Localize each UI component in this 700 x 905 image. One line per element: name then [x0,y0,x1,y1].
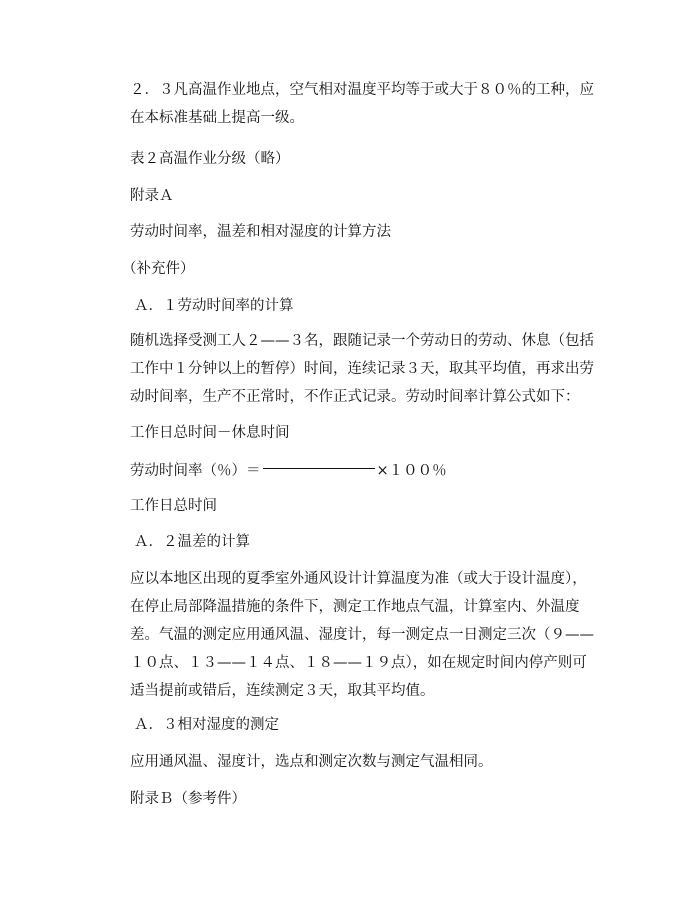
appendix-a-supplement-note: （补充件） [122,261,195,277]
section-a1-body-text: 随机选择受测工人２——３名，跟随记录一个劳动日的劳动、休息（包括工作中１分钟以上的暂停）时间，连续记录３天，取其平均值，再求出劳动时间率，生产不正常时，不作正式记录。劳动时间率计算公式如下： [130,333,594,405]
appendix-a-title: 劳动时间率，温差和相对湿度的计算方法 [130,224,391,240]
formula-numerator: 工作日总时间－休息时间 [130,425,290,441]
section-a3-body: 应用通风温、湿度计，选点和测定次数与测定气温相同。 [130,754,493,770]
section-a2-body [107,565,600,705]
section-a3-heading: Ａ．３相对湿度的测定 [134,717,279,733]
section-a1-body [107,327,600,411]
paragraph-2-3 [107,76,600,132]
formula-denominator: 工作日总时间 [130,498,217,514]
formula-right-side: ×１００％ [376,462,447,479]
formula-left-side: 劳动时间率（％）＝ [130,462,261,479]
table-2-caption: 表２高温作业分级（略） [130,151,290,167]
section-a1-heading: Ａ．１劳动时间率的计算 [134,298,294,314]
paragraph-2-3-text: ２．３凡高温作业地点，空气相对温度平均等于或大于８０％的工种，应在本标准基础上提高一级。 [130,82,594,126]
appendix-a-heading: 附录Ａ [130,188,174,204]
section-a2-body-text: 应以本地区出现的夏季室外通风设计计算温度为准（或大于设计温度），在停止局部降温措施的条件下，测定工作地点气温，计算室内、外温度差。气温的测定应用通风温、湿度计，每一测定点一日测定三次（９——１０点、１３——１４点、１８——１９点），如在规定时间内停产则可适当提前或错后，连续测定３天，取其平均值。 [130,571,594,699]
fraction-line [263,468,375,469]
section-a2-heading: Ａ．２温差的计算 [134,534,250,550]
appendix-b-heading: 附录Ｂ（参考件） [130,791,246,807]
labor-time-rate-formula [130,455,447,483]
